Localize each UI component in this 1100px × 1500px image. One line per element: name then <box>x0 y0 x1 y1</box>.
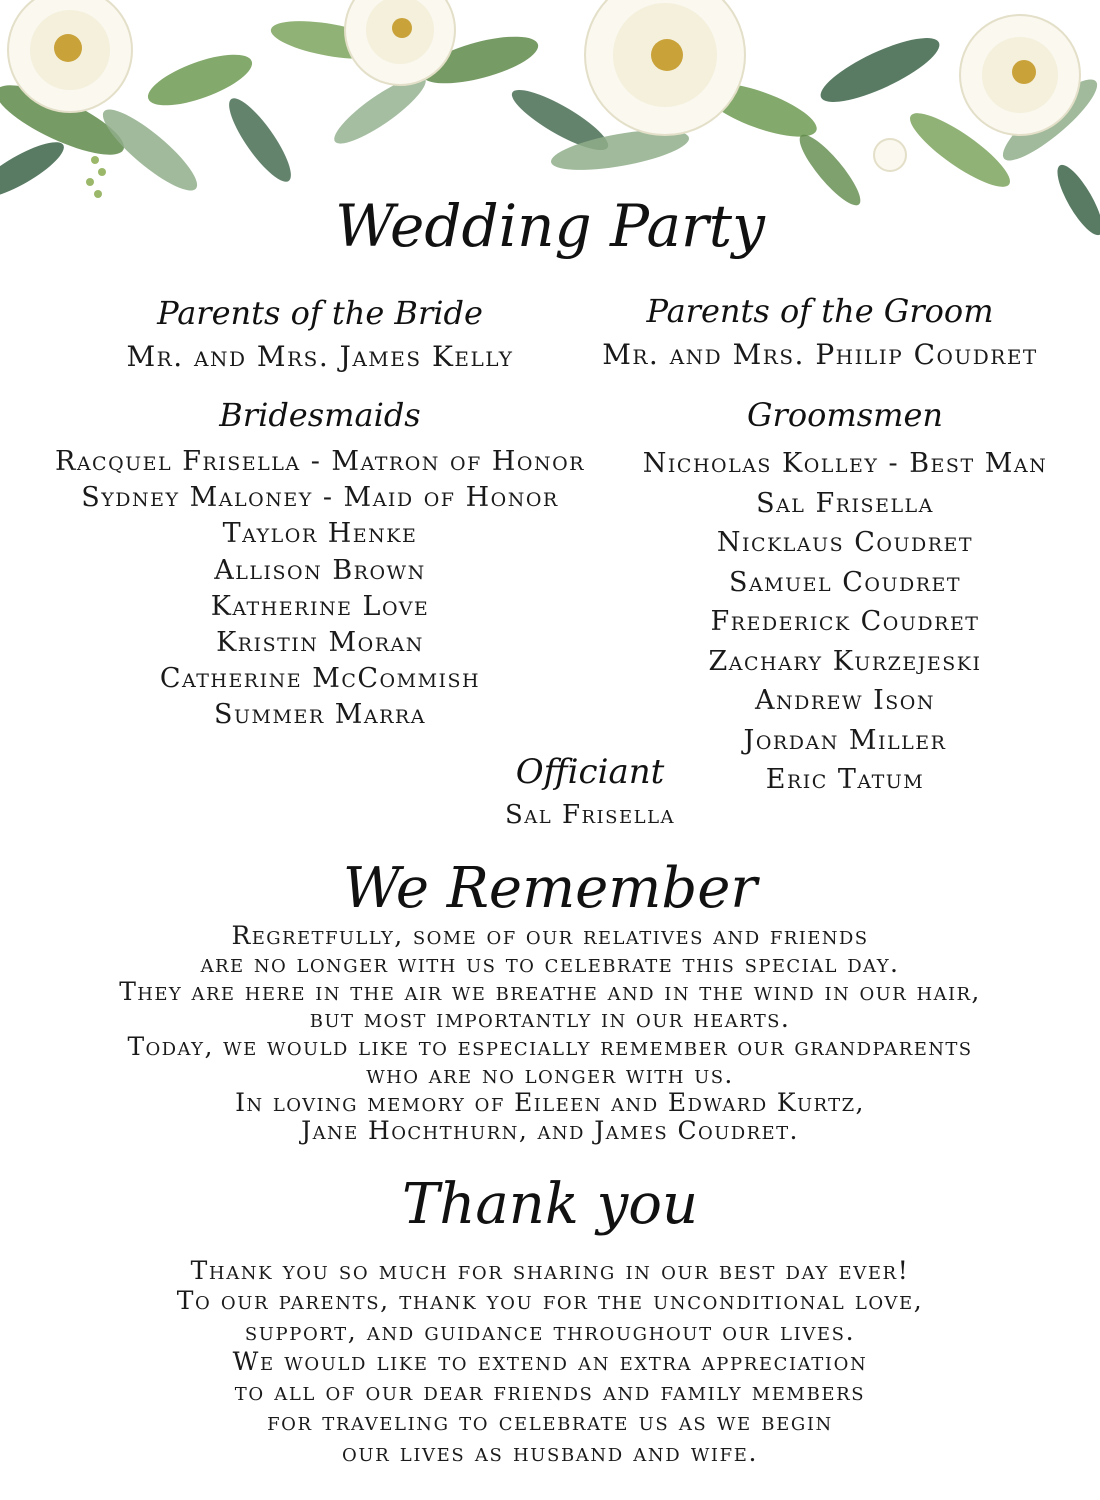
list-item: Zachary Kurzejeski <box>708 645 982 677</box>
bridesmaids-list <box>20 444 620 734</box>
list-item: Jordan Miller <box>743 724 947 756</box>
groomsmen-heading: Groomsmen <box>746 396 944 434</box>
text-line: To our parents, thank you for the unconditional love, <box>176 1286 924 1316</box>
list-item: Nicholas Kolley - Best Man <box>642 448 1048 479</box>
list-item: Catherine McCommish <box>159 663 481 695</box>
parents-groom-heading: Parents of the Groom <box>646 292 994 330</box>
list-item: Samuel Coudret <box>728 566 962 598</box>
parents-groom-names: Mr. and Mrs. Philip Coudret <box>602 338 1038 371</box>
list-item: Katherine Love <box>210 590 430 622</box>
text-line: Regretfully, some of our relatives and friends <box>231 921 869 950</box>
list-item: Racquel Frisella - Matron of Honor <box>55 446 585 477</box>
groomsmen-list <box>630 444 1060 800</box>
list-item: Frederick Coudret <box>710 606 980 637</box>
officiant-name: Sal Frisella <box>504 800 676 830</box>
thank-you-heading: Thank you <box>401 1172 699 1237</box>
list-item: Taylor Henke <box>222 518 418 550</box>
text-line: to all of our dear friends and family members <box>234 1377 866 1407</box>
list-item: Summer Marra <box>214 699 426 731</box>
thank-you-paragraph <box>0 1256 1100 1468</box>
officiant-heading: Officiant <box>515 752 665 792</box>
text-line: Thank you so much for sharing in our best day ever! <box>190 1256 910 1285</box>
list-item: Andrew Ison <box>754 685 936 716</box>
list-item: Allison Brown <box>214 554 426 586</box>
text-line: for traveling to celebrate us as we begin <box>267 1407 833 1437</box>
text-line: who are no longer with us. <box>366 1059 734 1089</box>
text-line: In loving memory of Eileen and Edward Kurtz, <box>235 1087 865 1117</box>
text-line: are no longer with us to celebrate this special day. <box>200 948 900 978</box>
remember-heading: We Remember <box>342 856 758 921</box>
text-line: Jane Hochthurn, and James Coudret. <box>301 1115 799 1145</box>
text-line: Today, we would like to especially remember our grandparents <box>127 1032 973 1062</box>
text-line: They are here in the air we breathe and in the wind in our hair, <box>119 976 981 1006</box>
remember-paragraph <box>0 922 1100 1144</box>
list-item: Sydney Maloney - Maid of Honor <box>81 482 559 514</box>
list-item: Nicklaus Coudret <box>716 527 974 558</box>
parents-bride-heading: Parents of the Bride <box>157 294 483 332</box>
list-item: Sal Frisella <box>756 487 934 519</box>
list-item: Kristin Moran <box>216 627 424 659</box>
text-line: but most importantly in our hearts. <box>309 1004 791 1034</box>
bridesmaids-heading: Bridesmaids <box>219 396 421 434</box>
list-item: Eric Tatum <box>765 764 925 795</box>
text-line: support, and guidance throughout our lives. <box>244 1316 856 1346</box>
text-line: We would like to extend an extra appreciation <box>232 1346 868 1376</box>
parents-bride-names: Mr. and Mrs. James Kelly <box>126 340 514 373</box>
page-title: Wedding Party <box>335 192 765 260</box>
text-line: our lives as husband and wife. <box>341 1437 759 1467</box>
